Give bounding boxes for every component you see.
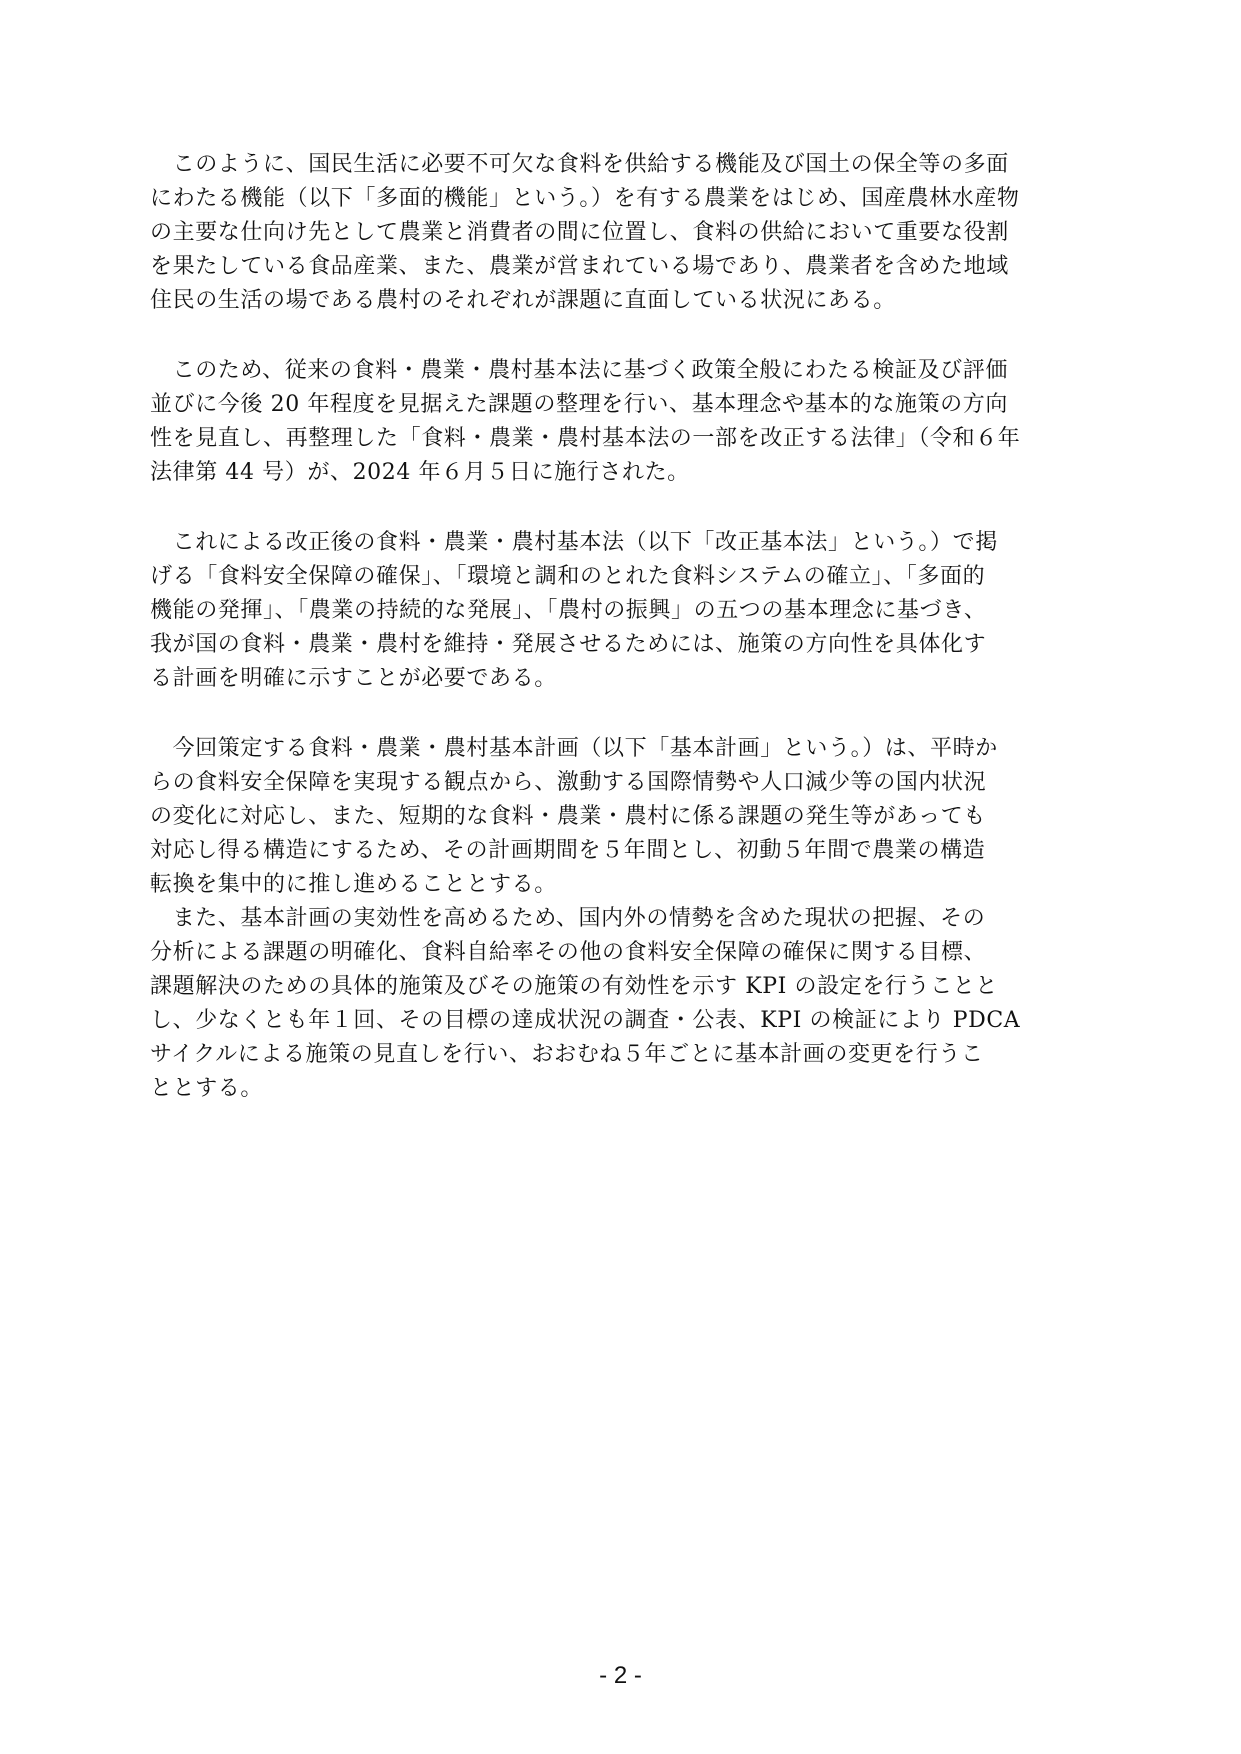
text-line: ととする。 [150, 1076, 264, 1101]
text-line: 住民の生活の場である農村のそれぞれが課題に直面している状況にある。 [150, 288, 896, 313]
text-line: 法律第 44 号）が、2024 年６月５日に施行された。 [150, 460, 690, 485]
page-number: - 2 - [599, 1662, 642, 1689]
text-line: る計画を明確に示すことが必要である。 [150, 666, 557, 691]
text-line: の変化に対応し、また、短期的な食料・農業・農村に係る課題の発生等があっても [150, 804, 986, 829]
text-line: 並びに今後 20 年程度を見据えた課題の整理を行い、基本理念や基本的な施策の方向 [150, 392, 1008, 417]
page-body [150, 148, 1082, 1142]
text-line: 機能の発揮」、「農業の持続的な発展」、「農村の振興」の五つの基本理念に基づき、 [150, 598, 987, 623]
text-line: らの食料安全保障を実現する観点から、激動する国際情勢や人口減少等の国内状況 [150, 770, 987, 795]
text-line: 対応し得る構造にするため、その計画期間を５年間とし、初動５年間で農業の構造 [150, 838, 986, 863]
paragraph-5 [150, 902, 1082, 1106]
text-line: 性を見直し、再整理した「食料・農業・農村基本法の一部を改正する法律」（令和６年 [150, 426, 1021, 451]
text-line: し、少なくとも年１回、その目標の達成状況の調査・公表、KPI の検証により PDCA [150, 1008, 1021, 1033]
text-line: げる「食料安全保障の確保」、「環境と調和のとれた食料システムの確立」、「多面的 [150, 564, 986, 589]
text-line: 今回策定する食料・農業・農村基本計画（以下「基本計画」という。）は、平時か [150, 736, 998, 761]
text-line: このため、従来の食料・農業・農村基本法に基づく政策全般にわたる検証及び評価 [150, 358, 1008, 383]
text-line: にわたる機能（以下「多面的機能」という。）を有する農業をはじめ、国産農林水産物 [150, 186, 1020, 211]
paragraph-2 [150, 354, 1082, 490]
text-line: このように、国民生活に必要不可欠な食料を供給する機能及び国土の保全等の多面 [150, 152, 1009, 177]
text-line: を果たしている食品産業、また、農業が営まれている場であり、農業者を含めた地域 [150, 254, 1009, 279]
text-line: また、基本計画の実効性を高めるため、国内外の情勢を含めた現状の把握、その [150, 906, 986, 931]
text-line: 課題解決のための具体的施策及びその施策の有効性を示す KPI の設定を行うことと [150, 974, 998, 999]
text-line: の主要な仕向け先として農業と消費者の間に位置し、食料の供給において重要な役割 [150, 220, 1009, 245]
text-line: 我が国の食料・農業・農村を維持・発展させるためには、施策の方向性を具体化す [150, 632, 987, 657]
text-line: 分析による課題の明確化、食料自給率その他の食料安全保障の確保に関する目標、 [150, 940, 987, 965]
text-line: 転換を集中的に推し進めることとする。 [150, 872, 557, 897]
text-line: これによる改正後の食料・農業・農村基本法（以下「改正基本法」という。）で掲 [150, 530, 998, 555]
paragraph-3 [150, 526, 1082, 696]
paragraph-4 [150, 732, 1082, 902]
text-line: サイクルによる施策の見直しを行い、おおむね５年ごとに基本計画の変更を行うこ [150, 1042, 984, 1067]
paragraph-1 [150, 148, 1082, 318]
